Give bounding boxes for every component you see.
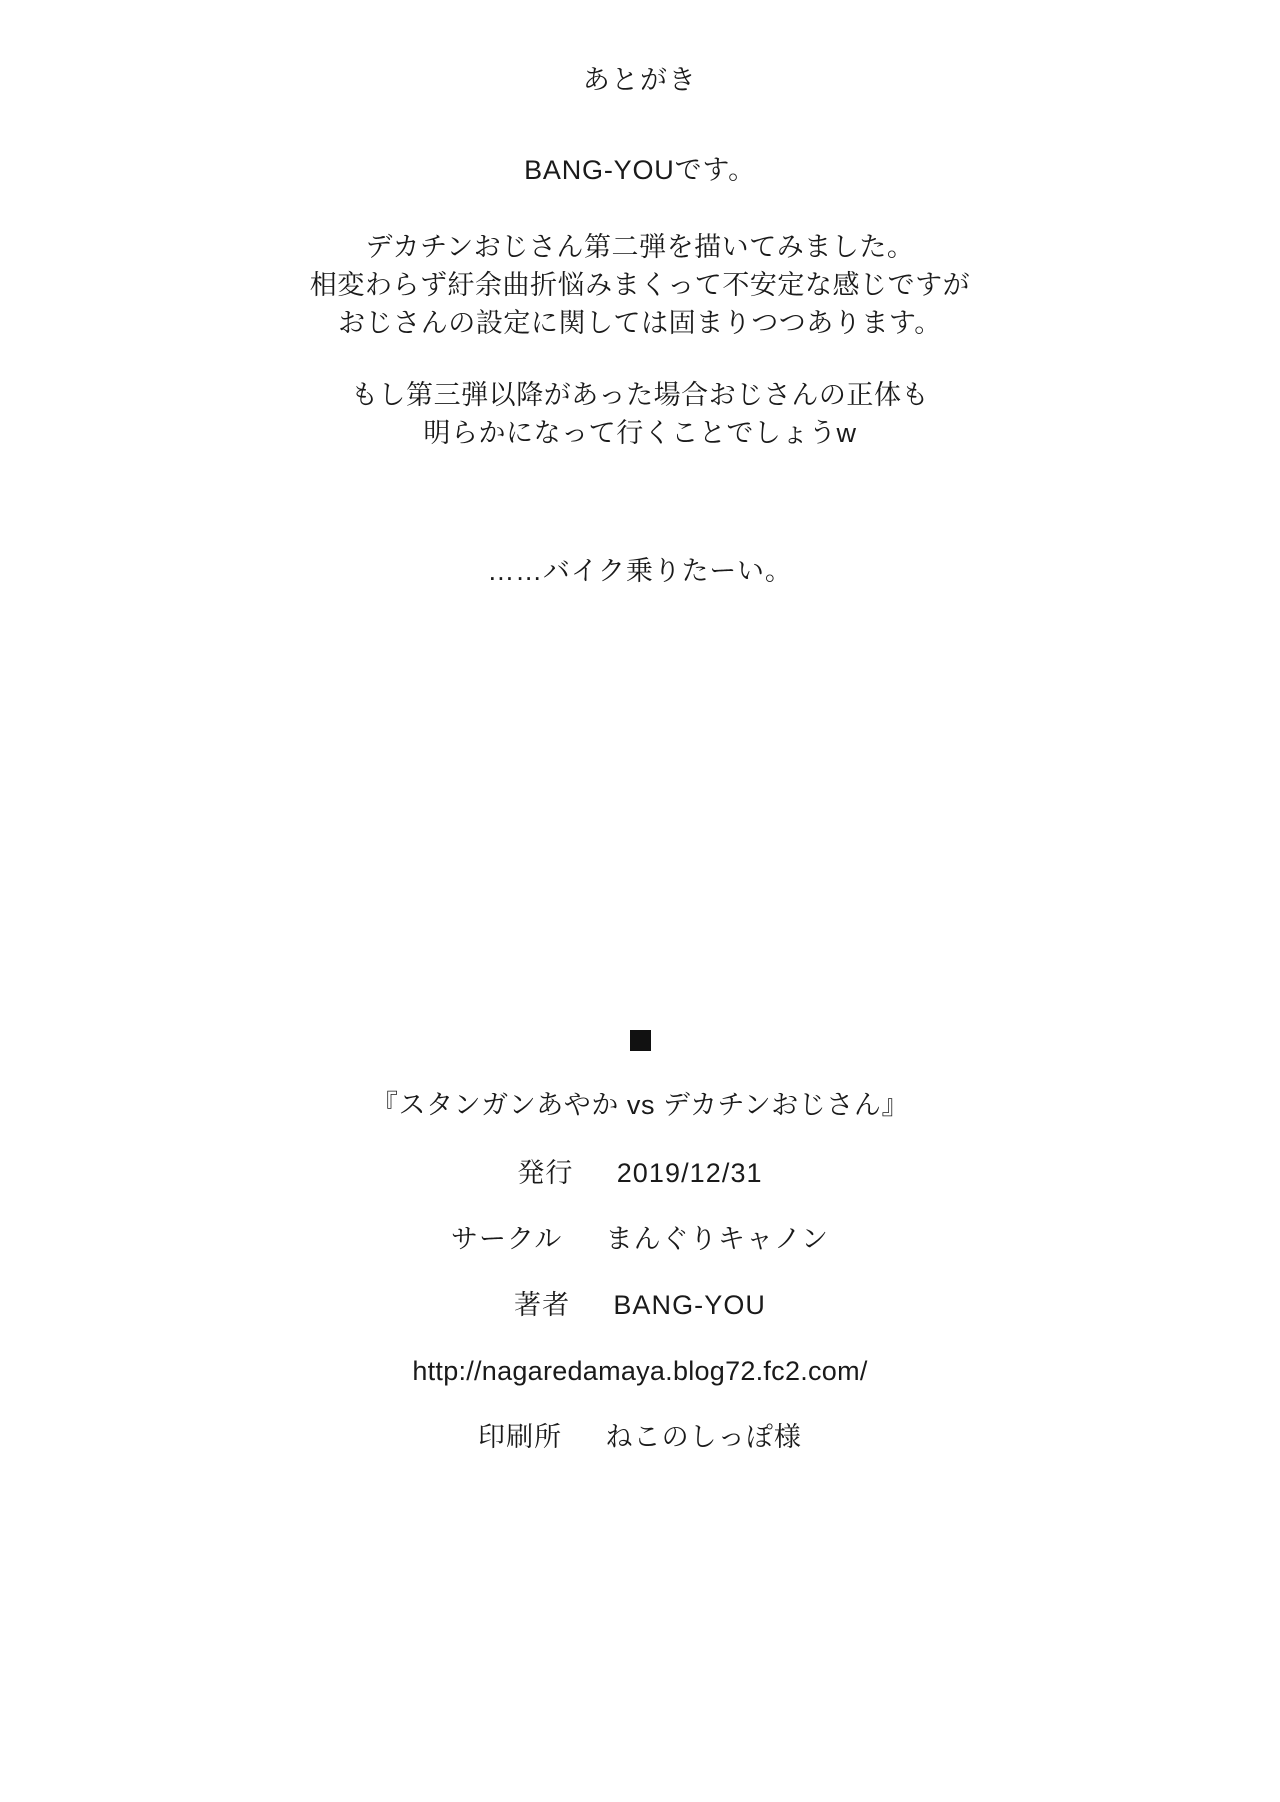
afterword-paragraph-2-line-2: 明らかになって行くことでしょうw bbox=[423, 418, 857, 448]
colophon-printer-name: ねこのしっぽ様 bbox=[605, 1422, 802, 1452]
colophon-circle-label: サークル bbox=[450, 1224, 563, 1254]
colophon-publish-date: 2019/12/31 bbox=[616, 1158, 763, 1188]
colophon-section bbox=[0, 1030, 1280, 1483]
colophon-work-title: 『スタンガンあやか vs デカチンおじさん』 bbox=[371, 1090, 909, 1120]
black-square-mark-icon bbox=[630, 1030, 651, 1051]
afterword-section bbox=[0, 60, 1280, 590]
afterword-intro-line: BANG-YOUです。 bbox=[524, 155, 756, 185]
colophon-publish-row bbox=[0, 1153, 1280, 1193]
afterword-paragraph-1-line-1: デカチンおじさん第二弾を描いてみました。 bbox=[365, 232, 915, 262]
colophon-printer-row bbox=[0, 1417, 1280, 1457]
colophon-website-url[interactable]: http://nagaredamaya.blog72.fc2.com/ bbox=[412, 1356, 868, 1386]
colophon-author-label: 著者 bbox=[513, 1290, 571, 1320]
afterword-paragraph-1 bbox=[0, 228, 1280, 342]
afterword-paragraph-2-line-1: もし第三弾以降があった場合おじさんの正体も bbox=[350, 380, 930, 410]
afterword-closing-line: ……バイク乗りたーい。 bbox=[487, 556, 793, 586]
colophon-author-row bbox=[0, 1285, 1280, 1325]
colophon-printer-label: 印刷所 bbox=[478, 1422, 563, 1452]
colophon-circle-name: まんぐりキャノン bbox=[605, 1224, 830, 1254]
colophon-author-name: BANG-YOU bbox=[613, 1290, 767, 1320]
afterword-paragraph-1-line-3: おじさんの設定に関しては固まりつつあります。 bbox=[338, 308, 942, 338]
afterword-paragraph-1-line-2: 相変わらず紆余曲折悩みまくって不安定な感じですが bbox=[309, 270, 971, 300]
afterword-heading: あとがき bbox=[582, 65, 698, 95]
colophon-publish-label: 発行 bbox=[517, 1158, 574, 1188]
colophon-circle-row bbox=[0, 1219, 1280, 1259]
afterword-paragraph-2 bbox=[0, 376, 1280, 452]
